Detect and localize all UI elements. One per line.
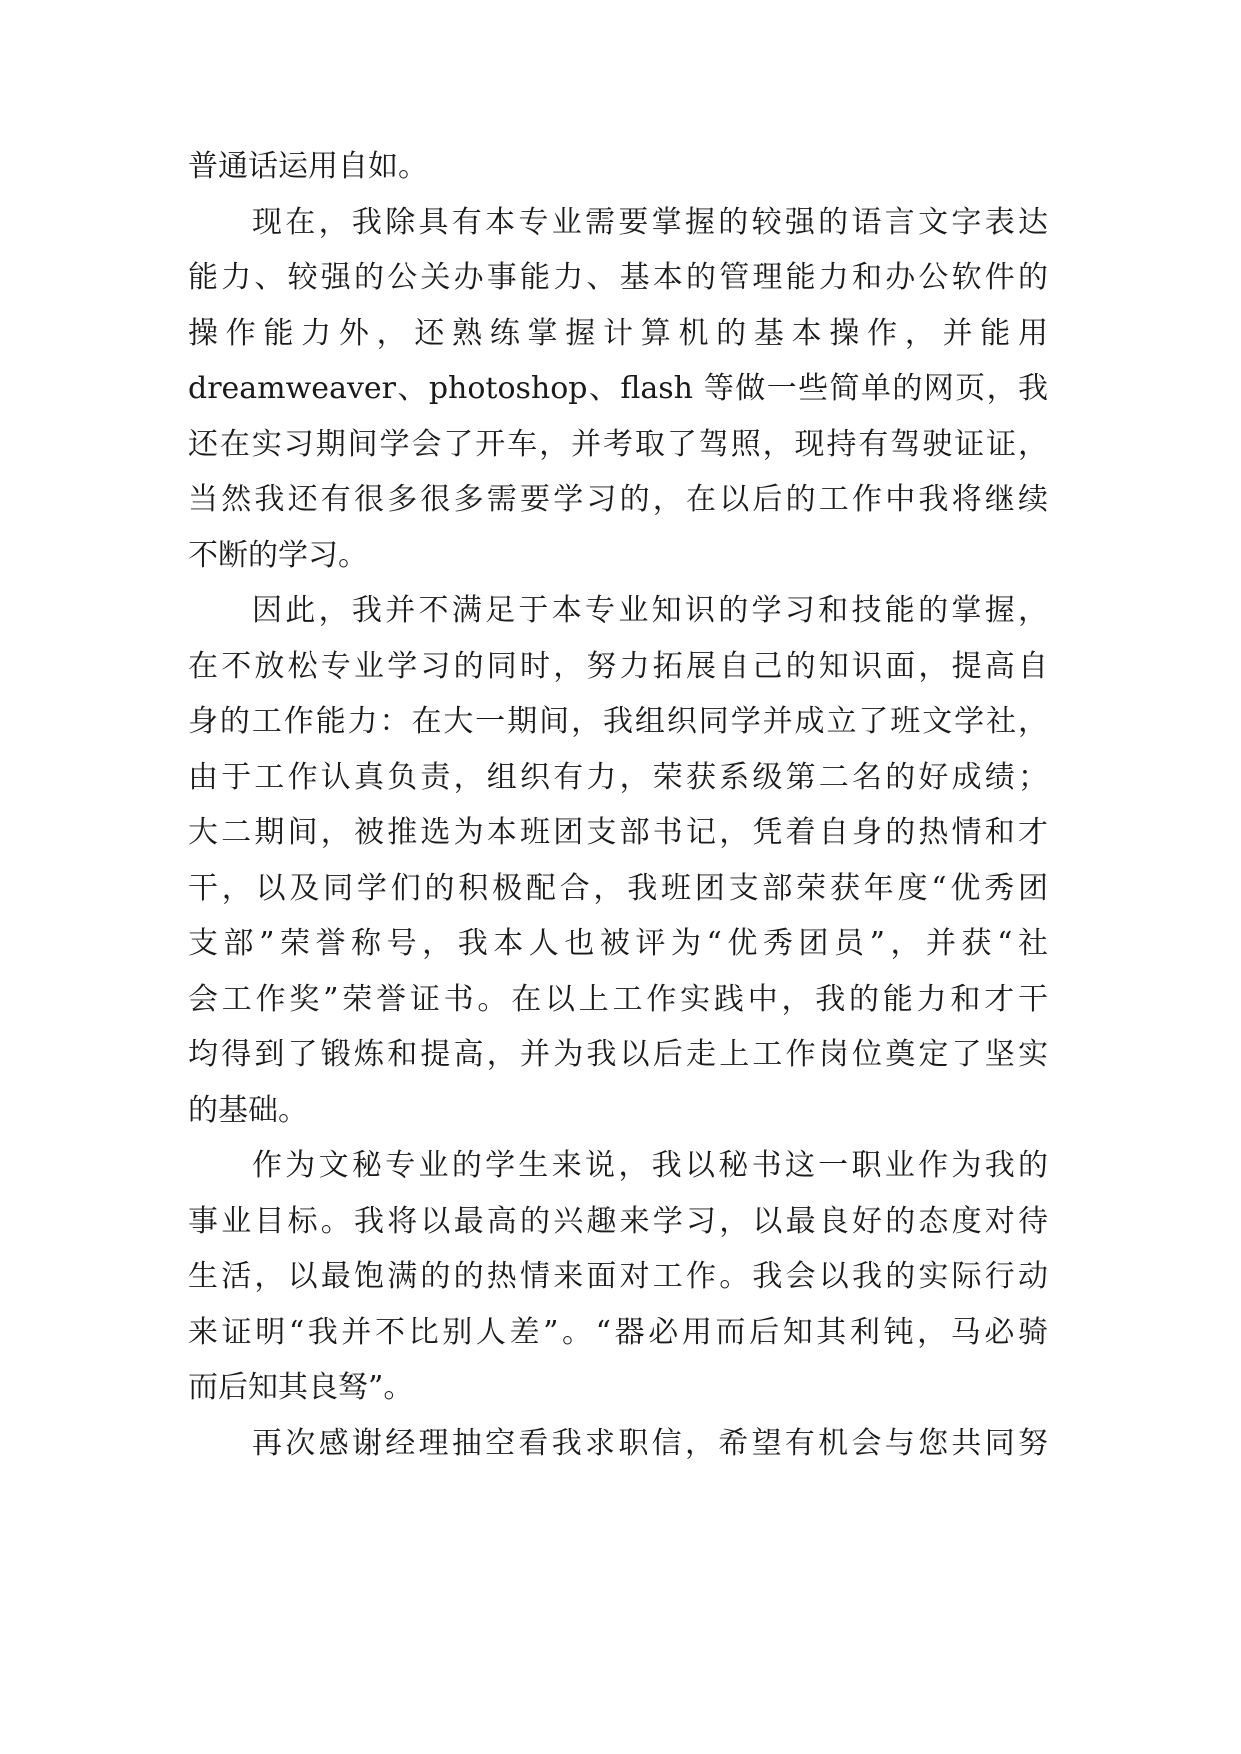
paragraph-first-line: 再次感谢经理抽空看我求职信，希望有机会与您共同努 [252,1426,1048,1461]
text-line: 操作能力外，还熟练掌握计算机的基本操作，并能用 [188,316,1048,351]
text-line: 在不放松专业学习的同时，努力拓展自己的知识面，提高自 [188,649,1048,684]
text-line: 能力、较强的公关办事能力、基本的管理能力和办公软件的 [188,260,1048,295]
text-line: 支部”荣誉称号，我本人也被评为“优秀团员”，并获“社 [188,926,1048,961]
paragraph-first-line: 作为文秘专业的学生来说，我以秘书这一职业作为我的 [252,1148,1048,1183]
text-line: 而后知其良驽”。 [188,1370,414,1405]
paragraph-first-line: 因此，我并不满足于本专业知识的学习和技能的掌握， [252,593,1048,628]
text-line: 大二期间，被推选为本班团支部书记，凭着自身的热情和才 [188,815,1048,850]
text-line: 当然我还有很多很多需要学习的，在以后的工作中我将继续 [188,482,1048,517]
text-line: 身的工作能力：在大一期间，我组织同学并成立了班文学社， [188,704,1048,739]
paragraph-first-line: 现在，我除具有本专业需要掌握的较强的语言文字表达 [252,205,1048,240]
text-line: 来证明“我并不比别人差”。“器必用而后知其利钝，马必骑 [188,1315,1048,1350]
text-line: 由于工作认真负责，组织有力，荣获系级第二名的好成绩； [188,760,1048,795]
text-line: dreamweaver、photoshop、flash 等做一些简单的网页，我 [188,371,1048,406]
text-line: 不断的学习。 [188,538,368,573]
text-line: 的基础。 [188,1093,308,1128]
text-line: 干，以及同学们的积极配合，我班团支部荣获年度“优秀团 [188,871,1048,906]
text-line: 均得到了锻炼和提高，并为我以后走上工作岗位奠定了坚实 [188,1037,1048,1072]
text-line: 还在实习期间学会了开车，并考取了驾照，现持有驾驶证证， [188,427,1048,462]
text-line: 生活，以最饱满的的热情来面对工作。我会以我的实际行动 [188,1259,1048,1294]
text-line: 普通话运用自如。 [188,149,428,184]
text-line: 会工作奖”荣誉证书。在以上工作实践中，我的能力和才干 [188,982,1048,1017]
text-line: 事业目标。我将以最高的兴趣来学习，以最良好的态度对待 [188,1204,1048,1239]
